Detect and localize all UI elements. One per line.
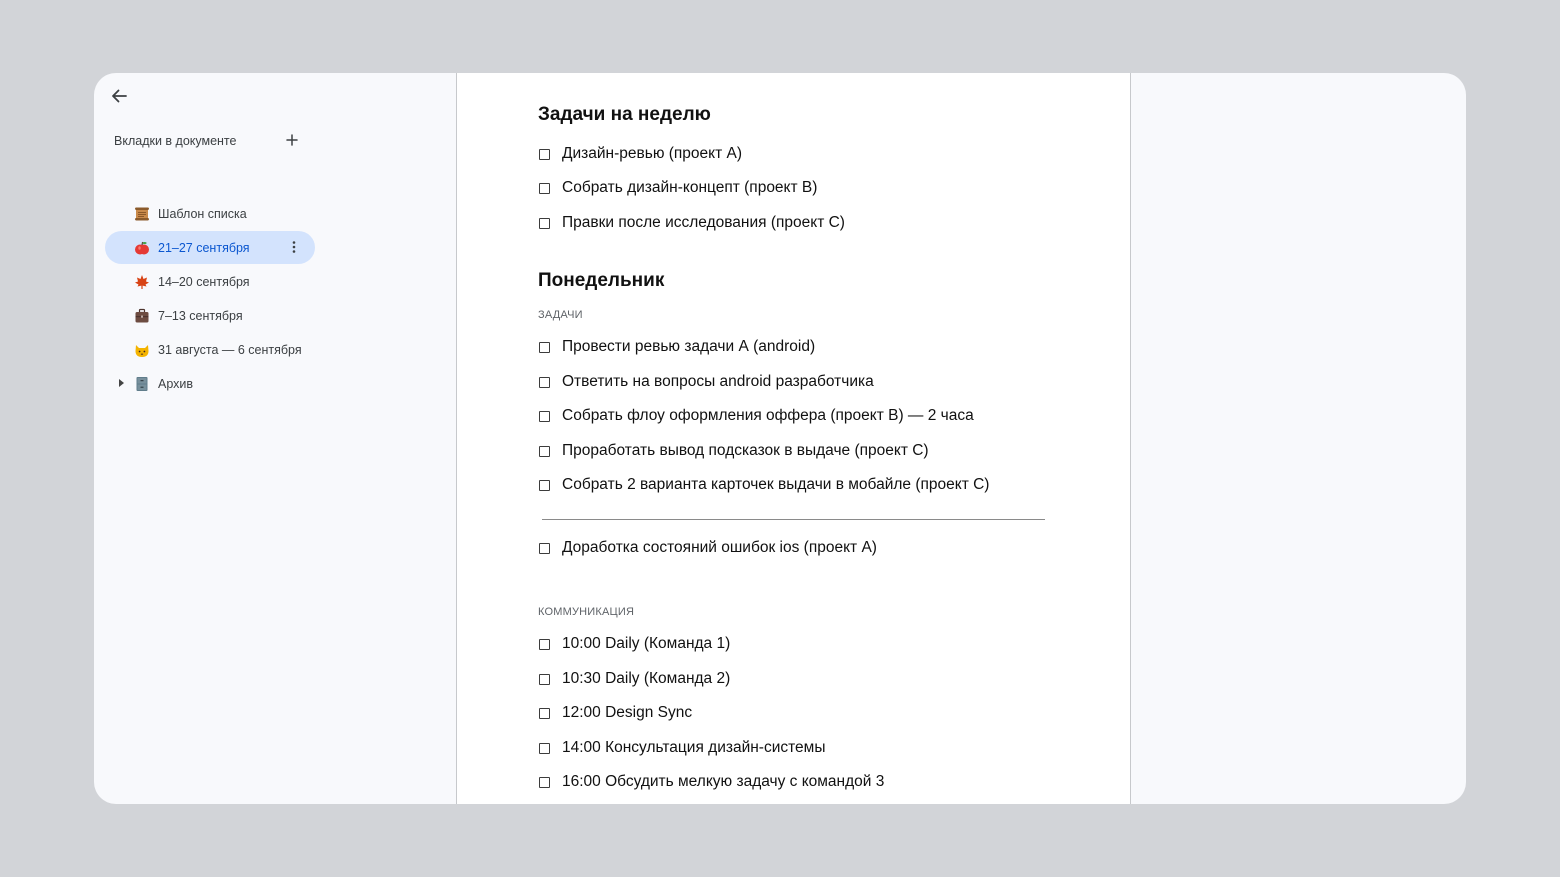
checkbox[interactable] <box>539 446 550 457</box>
apple-icon <box>134 240 150 256</box>
checklist-item-text: Ответить на вопросы android разработчика <box>562 373 874 390</box>
cat-face-icon <box>134 342 150 358</box>
checklist-item-text: Правки после исследования (проект С) <box>562 214 845 231</box>
checkbox[interactable] <box>539 149 550 160</box>
checkbox[interactable] <box>539 743 550 754</box>
checkbox[interactable] <box>539 377 550 388</box>
document-page[interactable] <box>456 73 1131 804</box>
briefcase-icon <box>134 308 150 324</box>
tab-item-sep-14-20[interactable] <box>105 265 315 298</box>
checkbox[interactable] <box>539 708 550 719</box>
tasks-section-label: ЗАДАЧИ <box>538 309 583 321</box>
maple-leaf-icon <box>134 274 150 290</box>
checklist-item-text: 16:00 Обсудить мелкую задачу с командой 3 <box>562 773 885 790</box>
tab-label: 7–13 сентября <box>158 308 243 323</box>
checklist-item <box>539 177 817 199</box>
tab-item-sep-7-13[interactable] <box>105 299 315 332</box>
checklist-item <box>539 633 730 655</box>
horizontal-divider <box>542 519 1045 520</box>
checklist-item-text: Проработать вывод подсказок в выдаче (проект С) <box>562 442 929 459</box>
checklist-item-text: 10:30 Daily (Команда 2) <box>562 670 731 687</box>
right-margin-area <box>1131 73 1466 804</box>
tab-item-sep-21-27[interactable] <box>105 231 315 264</box>
tab-label: 21–27 сентября <box>158 240 250 255</box>
docs-window <box>94 73 1466 804</box>
checkbox[interactable] <box>539 674 550 685</box>
checklist-item <box>539 440 929 462</box>
checkbox[interactable] <box>539 480 550 491</box>
checklist-item <box>539 474 989 496</box>
checkbox[interactable] <box>539 543 550 554</box>
checklist-item <box>539 212 845 234</box>
tab-item-template[interactable] <box>105 197 315 230</box>
add-tab-plus-icon[interactable] <box>284 132 300 148</box>
checklist-item <box>539 371 874 393</box>
checklist-item <box>539 668 730 690</box>
checklist-item <box>539 771 884 793</box>
checklist-item-text: Собрать 2 варианта карточек выдачи в мобайле (проект С) <box>562 476 990 493</box>
back-arrow-icon[interactable] <box>108 85 130 107</box>
checkbox[interactable] <box>539 777 550 788</box>
checkbox[interactable] <box>539 639 550 650</box>
checklist-item-text: Собрать дизайн-концепт (проект В) <box>562 179 818 196</box>
tab-label: 31 августа — 6 сентября <box>158 342 302 357</box>
tab-item-aug-31-sep-6[interactable] <box>105 333 315 366</box>
checklist-item <box>539 537 877 559</box>
checklist-item <box>539 702 692 724</box>
checkbox[interactable] <box>539 218 550 229</box>
checklist-item-text: 12:00 Design Sync <box>562 704 693 721</box>
checklist-item-text: 14:00 Консультация дизайн-системы <box>562 739 826 756</box>
checkbox[interactable] <box>539 411 550 422</box>
communication-section-label: КОММУНИКАЦИЯ <box>538 606 635 618</box>
tab-item-archive[interactable] <box>105 367 315 400</box>
checklist-item-text: Провести ревью задачи А (android) <box>562 338 816 355</box>
checklist-item <box>539 336 815 358</box>
tabs-sidebar <box>94 73 456 804</box>
tabs-header-label: Вкладки в документе <box>114 134 237 148</box>
monday-heading: Понедельник <box>538 270 665 291</box>
week-heading: Задачи на неделю <box>538 104 711 125</box>
expand-caret-icon[interactable] <box>119 379 124 387</box>
more-options-icon[interactable] <box>287 240 301 254</box>
scroll-icon <box>134 206 150 222</box>
checkbox[interactable] <box>539 183 550 194</box>
checklist-item-text: Дизайн-ревью (проект А) <box>562 145 743 162</box>
tabs-header <box>114 131 304 151</box>
checklist-item-text: Собрать флоу оформления оффера (проект В) — 2 часа <box>562 407 974 424</box>
tab-label: Шаблон списка <box>158 206 247 221</box>
checklist-item <box>539 405 974 427</box>
checklist-item <box>539 737 825 759</box>
checklist-item-text: Доработка состояний ошибок ios (проект А) <box>562 539 877 556</box>
file-cabinet-icon <box>134 376 150 392</box>
tab-label: Архив <box>158 376 194 391</box>
tab-list <box>105 197 315 401</box>
tab-label: 14–20 сентября <box>158 274 250 289</box>
checkbox[interactable] <box>539 342 550 353</box>
checklist-item-text: 10:00 Daily (Команда 1) <box>562 635 731 652</box>
checklist-item <box>539 143 742 165</box>
